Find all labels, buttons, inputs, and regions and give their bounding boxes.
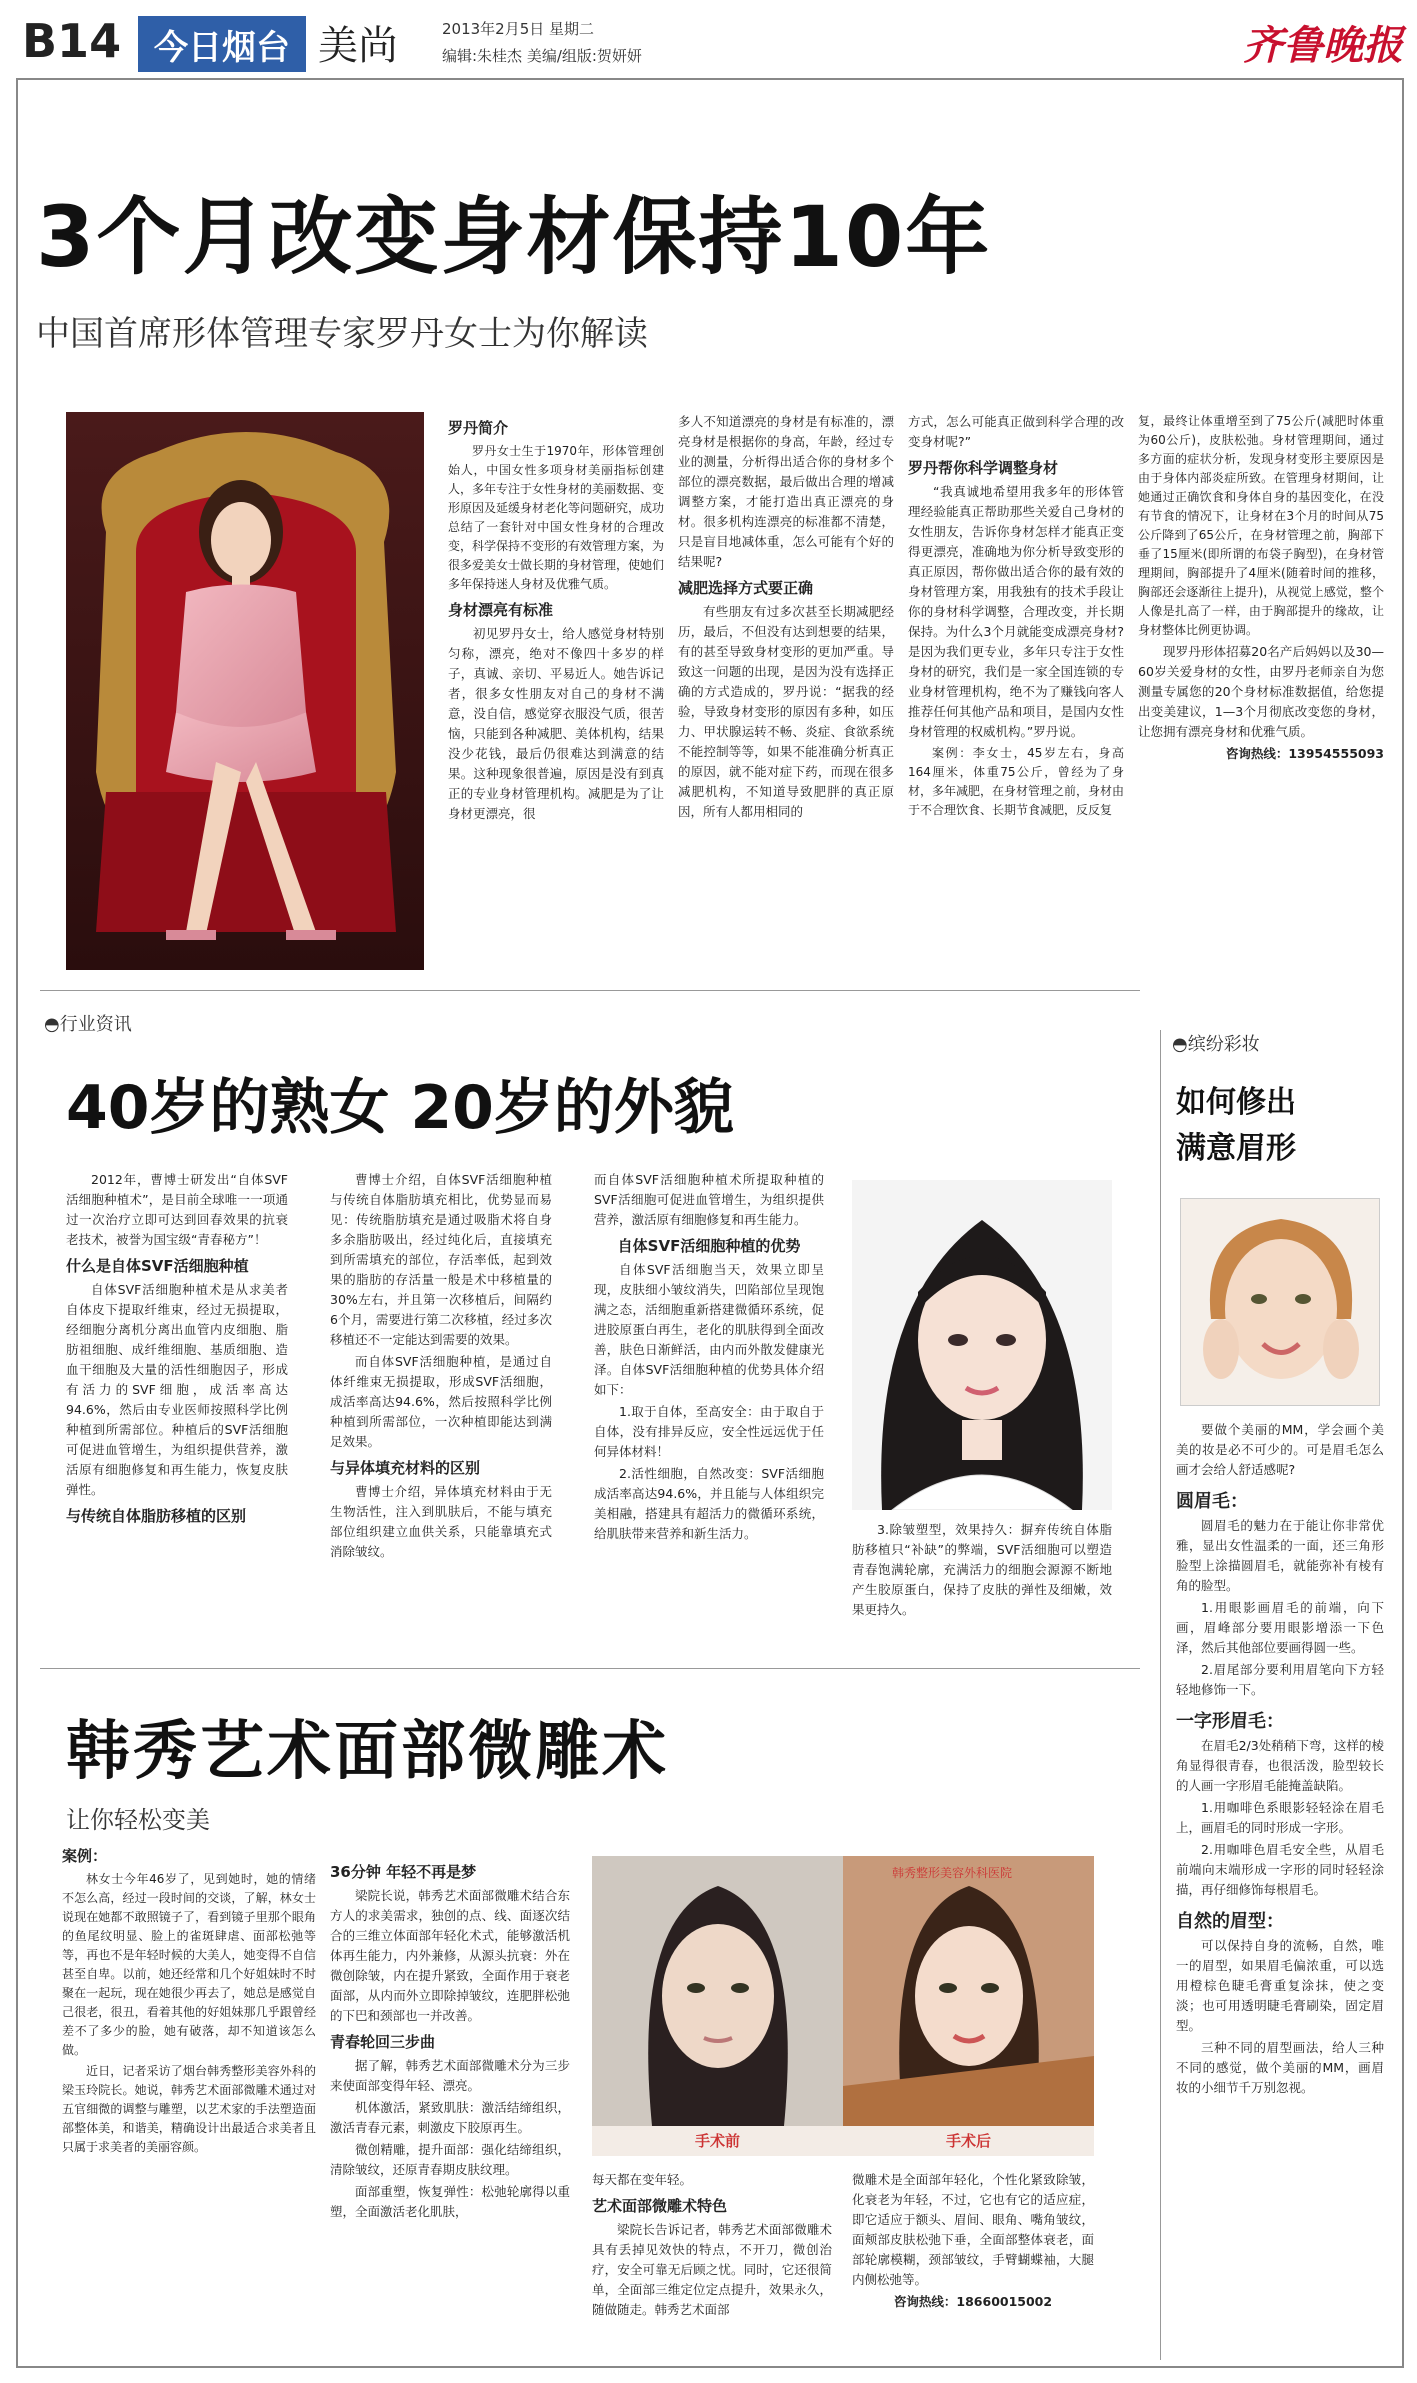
- before-label: 手术前: [592, 2126, 843, 2156]
- adjust-heading: 罗丹帮你科学调整身材: [908, 459, 1059, 477]
- round-brow-heading: 圆眉毛：: [1176, 1491, 1248, 1512]
- a2-col3-p2: 自体SVF活细胞当天，效果立即呈现，皮肤细小皱纹消失，凹陷部位呈现饱满之态，活细胞重新搭建微循环系统，促进胶原蛋白再生，老化的肌肤得到全面改善，肤色日渐鲜活，由内而外散发健康光泽。自体SVF活细胞种植的优势具体介绍如下：: [594, 1262, 824, 1397]
- a3-feature-heading: 艺术面部微雕术特色: [592, 2197, 728, 2215]
- straight-brow-heading: 一字形眉毛：: [1176, 1711, 1284, 1732]
- a2-col2-p3: 曹博士介绍，异体填充材料由于无生物活性，注入到肌肤后，不能与填充部位组织建立血供关系，只能靠填充式消除皱纹。: [330, 1484, 552, 1559]
- article3-headline: 韩秀艺术面部微雕术: [66, 1715, 669, 1789]
- newspaper-logo: 齐鲁晚报: [1243, 22, 1403, 69]
- a3-col3-p2: 梁院长告诉记者，韩秀艺术面部微雕术具有丢掉见效快的特点，不开刀，微创治疗，安全可靠无后顾之忧。同时，它还很简单，全面部三维定位定点提升，效果永久，随做随走。韩秀艺术面部: [592, 2222, 832, 2317]
- a2-adv-heading: 自体SVF活细胞种植的优势: [617, 1237, 801, 1255]
- col2-text1: 多人不知道漂亮的身材是有标准的，漂亮身材是根据你的身高，年龄，经过专业的测量，分析得出适合你的身材多个部位的漂亮数据，最后做出合理的增减调整方案，才能打造出真正漂亮的身材。很多机构连漂亮的标准都不清楚，只是盲目地减体重，怎么可能有个好的结果呢?: [678, 414, 894, 569]
- sidebar-title: [1176, 1080, 1296, 1172]
- article3-hotline: 咨询热线：18660015002: [893, 2294, 1053, 2309]
- article2-col4: [852, 1520, 1112, 1640]
- method-heading: 减肥选择方式要正确: [678, 579, 814, 597]
- standard-heading: 身材漂亮有标准: [448, 601, 554, 619]
- a3-col2-p1: 梁院长说，韩秀艺术面部微雕术结合东方人的求美需求，独创的点、线、面逐次结合的三维立体面部年轻化术式，能够激活机体再生能力，内外兼修，从源头抗衰：外在微创除皱，内在提升紧致，全面作用于衰老面部，从内而外立即除掉皱纹，连肥胖松弛的下巴和颈部也一并改善。: [330, 1888, 570, 2023]
- article1-col4: [1138, 412, 1384, 972]
- article3-before-after-photo: [592, 1856, 1094, 2156]
- method-text: 有些朋友有过多次甚至长期减肥经历，最后，不但没有达到想要的结果，有的甚至导致身材变形的更加严重。导致这一问题的出现，是因为没有选择正确的方式造成的，罗丹说：“据我的经验，导致身材变形的原因有多种，如压力、甲状腺运转不畅、炎症、食欲系统不能控制等等，如果不能准确分析真正的原因，就不能对症下药，而现在很多减肥机构，不知道导致肥胖的真正原因，所有人都用相同的: [678, 604, 894, 819]
- a3-col4-p1: 微雕术是全面部年轻化，个性化紧致除皱，化衰老为年轻，不过，它也有它的适应症，即它适应于额头、眉间、眼角、嘴角皱纹，面颊部皮肤松弛下垂，全面部整体衰老，面部轮廓模糊，颈部皱纹，手臂蝴蝶袖，大腿内侧松弛等。: [852, 2172, 1094, 2287]
- natural-brow-heading: 自然的眉型：: [1176, 1911, 1284, 1932]
- a2-col2-p1: 曹博士介绍，自体SVF活细胞种植与传统自体脂肪填充相比，优势显而易见：传统脂肪填充是通过吸脂术将自身多余脂肪吸出，经过纯化后，直接填充到所需填充的部位，存活率低，起到效果的脂肪的存活量一般是术中移植量的30%左右，并且第一次移植后，间隔约6个月，需要进行第二次移植，经过多次移植还不一定能达到需要的效果。: [330, 1172, 552, 1347]
- adjust-text: “我真诚地希望用我多年的形体管理经验能真正帮助那些关爱自己身材的女性朋友，告诉你身材怎样才能真正变得更漂亮，准确地为你分析导致变形的真正原因，帮你做出适合你的最有效的身材管理方案，用我独有的技术手段让你的身材科学调整，合理改变，并长期保持。为什么3个月就能变成漂亮身材?是因为我们更专业，多年只专注于女性身材的研究，我们是一家全国连锁的专业身材管理机构，绝不为了赚钱向客人推荐任何其他产品和项目，是国内女性身材管理的权威机构。”罗丹说。: [908, 484, 1124, 739]
- article1-subtitle: 中国首席形体管理专家罗丹女士为你解读: [36, 314, 648, 354]
- subsection-title: 美尚: [318, 23, 398, 69]
- article1-headline: 3个月改变身材保持10年: [36, 188, 992, 286]
- article3-col3: [592, 2170, 832, 2360]
- case-text: 案例：李女士，45岁左右，身高164厘米，体重75公斤，曾经为了身材，多年减肥，在身材管理之前，身材由于不合理饮食、长期节食减肥，反反复: [908, 746, 1124, 817]
- sidebar-body: [1176, 1420, 1384, 2365]
- sidebar-photo: [1180, 1198, 1380, 1406]
- round-brow-p1: 圆眉毛的魅力在于能让你非常优雅，显出女性温柔的一面，还三角形脸型上涂描圆眉毛，就能弥补有棱有角的脸型。: [1176, 1518, 1384, 1593]
- a3-col2-p2: 据了解，韩秀艺术面部微雕术分为三步来使面部变得年轻、漂亮。: [330, 2058, 570, 2093]
- article2-photo: [852, 1180, 1112, 1510]
- case-heading: 案例：: [62, 1847, 108, 1865]
- bio-text: 罗丹女士生于1970年，形体管理创始人，中国女性多项身材美丽指标创建人，多年专注于女性身材的美丽数据、变形原因及延缓身材老化等问题研究，成功总结了一套针对中国女性身材的合理改变，科学保持不变形的有效管理方案，为很多爱美女士做长期的身材管理，使她们多年保持迷人身材及优雅气质。: [448, 444, 664, 591]
- header-meta: [442, 16, 642, 70]
- straight-brow-p1: 在眉毛2/3处稍稍下弯，这样的棱角显得很青春，也很活泼，脸型较长的人画一字形眉毛能掩盖缺陷。: [1176, 1738, 1384, 1793]
- interview-text: 近日，记者采访了烟台韩秀整形美容外科的梁玉玲院长。她说，韩秀艺术面部微雕术通过对五官细微的调整与雕塑，以艺术家的手法塑造面部整体美，和谐美，精确设计出最适合求美者且只属于求美者的美丽容颜。: [62, 2064, 316, 2154]
- natural-brow-p2: 三种不同的眉型画法，给人三种不同的感觉，做个美丽的MM，画眉妆的小细节千万别忽视。: [1176, 2040, 1384, 2095]
- standard-text: 初见罗丹女士，给人感觉身材特别匀称，漂亮，绝对不像四十多岁的样子，真诚、亲切、平易近人。她告诉记者，很多女性朋友对自己的身材不满意，没自信，感觉穿衣服没气质，很苦恼，只能到各种减肥、美体机构，结果没少花钱，最后仍很难达到满意的结果。这种现象很普遍，原因是没有到真正的专业身材管理机构。减肥是为了让身材更漂亮，很: [448, 626, 664, 821]
- a3-col2-p3: 机体激活，紧致肌肤：激活结缔组织，激活青春元素，刺激皮下胶原再生。: [330, 2100, 570, 2135]
- article1-photo: [66, 412, 424, 970]
- straight-brow-p2: 1.用咖啡色系眼影轻轻涂在眉毛上，画眉毛的同时形成一字形。: [1176, 1800, 1384, 1835]
- after-label: 手术后: [843, 2126, 1094, 2156]
- photo-watermark: 韩秀整形美容外科医院: [892, 1866, 1013, 1880]
- bio-heading: 罗丹简介: [448, 419, 509, 437]
- a3-steps-heading: 青春轮回三步曲: [330, 2033, 436, 2051]
- a3-col2-p5: 面部重塑，恢复弹性：松弛轮廓得以重塑，全面激活老化肌肤，: [330, 2184, 570, 2219]
- date-line: 2013年2月5日 星期二: [442, 20, 595, 38]
- page-code: B14: [22, 14, 122, 68]
- a3-col3-p1: 每天都在变年轻。: [592, 2172, 693, 2187]
- sidebar-intro: 要做个美丽的MM，学会画个美美的妆是必不可少的。可是眉毛怎么画才会给人舒适感呢?: [1176, 1422, 1384, 1477]
- a2-col3-p4: 2.活性细胞，自然改变：SVF活细胞成活率高达94.6%，并且能与人体组织完美相融，搭建具有超活力的微循环系统，给肌肤带来营养和新生活力。: [594, 1466, 824, 1541]
- editor-line: 编辑:朱桂杰 美编/组版:贺妍妍: [442, 47, 642, 65]
- col4-text1: 复，最终让体重增至到了75公斤(减肥时体重为60公斤)，皮肤松弛。身材管理期间，通过多方面的症状分析，发现身材变形主要原因是由于身体内部炎症所致。在管理身材期间，让她通过正确饮食和身体自身的基因变化，在没有节食的情况下，让身材在3个月的时间从75公斤降到了65公斤，在身材管理之前，胸部下垂了15厘米(即所谓的布袋子胸型)，在身材管理期间，胸部提升了4厘米(随着时间的推移，胸部还会逐渐往上提升)，从视觉上感觉，整个人像是扎高了一样，由于胸部提升的缘故，让身材整体比例更协调。: [1138, 414, 1384, 637]
- a2-diff-heading: 与传统自体脂肪移植的区别: [66, 1507, 247, 1525]
- a3-col2-p4: 微创精雕，提升面部：强化结缔组织，清除皱纹，还原青春期皮肤纹理。: [330, 2142, 570, 2177]
- a2-col2-heading: 与异体填充材料的区别: [330, 1459, 481, 1477]
- article1-col3: [908, 412, 1124, 972]
- a2-col3-p1: 而自体SVF活细胞种植术所提取种植的SVF活细胞可促进血管增生，为组织提供营养，激活原有细胞修复和再生能力。: [594, 1172, 824, 1227]
- a2-col4-p1: 3.除皱塑型，效果持久：摒弃传统自体脂肪移植只“补缺”的弊端，SVF活细胞可以塑造青春饱满轮廓，充满活力的细胞会源源不断地产生胶原蛋白，保持了皮肤的弹性及细嫩，效果更持久。: [852, 1522, 1112, 1617]
- article3-col2: [330, 1856, 570, 2360]
- sidebar-title-line2: 满意眉形: [1176, 1131, 1296, 1166]
- section-badge: 今日烟台: [138, 16, 306, 72]
- round-brow-p2: 1.用眼影画眉毛的前端，向下画，眉峰部分要用眼影增添一下色泽，然后其他部位要画得圆一些。: [1176, 1600, 1384, 1655]
- article1-hotline: 咨询热线：13954555093: [1225, 746, 1384, 761]
- article2-tag: ◓行业资讯: [44, 1014, 132, 1035]
- sidebar-tag: ◓缤纷彩妆: [1172, 1034, 1260, 1055]
- a2-what-heading: 什么是自体SVF活细胞种植: [66, 1257, 249, 1275]
- article3-col4: [852, 2170, 1094, 2360]
- recruit-text: 现罗丹形体招募20名产后妈妈以及30—60岁关爱身材的女性，由罗丹老师亲自为您测量专属您的20个身材标准数据值，给您提出变美建议，1—3个月彻底改变您的身材，让您拥有漂亮身材和优雅气质。: [1138, 644, 1384, 739]
- article2-col3: [594, 1170, 824, 1640]
- article2-headline: 40岁的熟女 20岁的外貌: [66, 1073, 734, 1143]
- natural-brow-p1: 可以保持自身的流畅，自然，唯一的眉型，如果眉毛偏浓重，可以选用橙棕色睫毛膏重复涂抹，使之变淡；也可用透明睫毛膏刷染，固定眉型。: [1176, 1938, 1384, 2033]
- divider: [40, 990, 1140, 991]
- sidebar-title-line1: 如何修出: [1176, 1085, 1296, 1120]
- article1-col1: [448, 412, 664, 972]
- divider: [40, 1668, 1140, 1669]
- round-brow-p3: 2.眉尾部分要利用眉笔向下方轻轻地修饰一下。: [1176, 1662, 1384, 1697]
- a2-intro: 2012年，曹博士研发出“自体SVF活细胞种植术”，是目前全球唯一一项通过一次治疗立即可达到回春效果的抗衰老技术，被誉为国宝级“青春秘方”！: [66, 1172, 288, 1247]
- a2-col2-p2: 而自体SVF活细胞种植，是通过自体纤维束无损提取，形成SVF活细胞，成活率高达94.6%，然后按照科学比例种植到所需部位，一次种植即能达到满足效果。: [330, 1354, 552, 1449]
- a2-what-text: 自体SVF活细胞种植术是从求美者自体皮下提取纤维束，经过无损提取，经细胞分离机分离出血管内皮细胞、脂肪祖细胞、成纤维细胞、基质细胞、造血干细胞及大量的活性细胞因子，形成有活力的SVF细胞，成活率高达94.6%，然后由专业医师按照科学比例种植到所需部位。种植后的SVF活细胞可促进血管增生，为组织提供营养，激活原有细胞修复和再生能力，恢复皮肤弹性。: [66, 1282, 288, 1497]
- article3-col1: [62, 1840, 316, 2360]
- straight-brow-p3: 2.用咖啡色眉毛安全些，从眉毛前端向末端形成一字形的同时轻轻涂描，再仔细修饰每根眉毛。: [1176, 1842, 1384, 1897]
- a2-col3-p3: 1.取于自体，至高安全：由于取自于自体，没有排异反应，安全性远远优于任何异体材料！: [594, 1404, 824, 1459]
- article2-col1: [66, 1170, 288, 1640]
- a3-36min-heading: 36分钟 年轻不再是梦: [330, 1863, 477, 1881]
- article2-col2: [330, 1170, 552, 1640]
- col3-text1: 方式，怎么可能真正做到科学合理的改变身材呢?”: [908, 414, 1124, 449]
- article1-col2: [678, 412, 894, 972]
- article3-subtitle: 让你轻松变美: [66, 1806, 210, 1834]
- sidebar-divider: [1160, 1030, 1161, 2360]
- case-story: 林女士今年46岁了，见到她时，她的情绪不怎么高，经过一段时间的交谈，了解，林女士说现在她都不敢照镜子了，看到镜子里那个眼角的鱼尾纹明显、脸上的雀斑肆虐、面部松弛等等，再也不是年轻时候的大美人，她变得不自信甚至自卑。以前，她还经常和几个好姐妹时不时聚在一起玩，现在她很少再去了，她总是感觉自己很老，很丑，看着其他的好姐妹那几乎跟曾经差不了多少的脸，她有破落，却不知道该怎么做。: [62, 1872, 316, 2057]
